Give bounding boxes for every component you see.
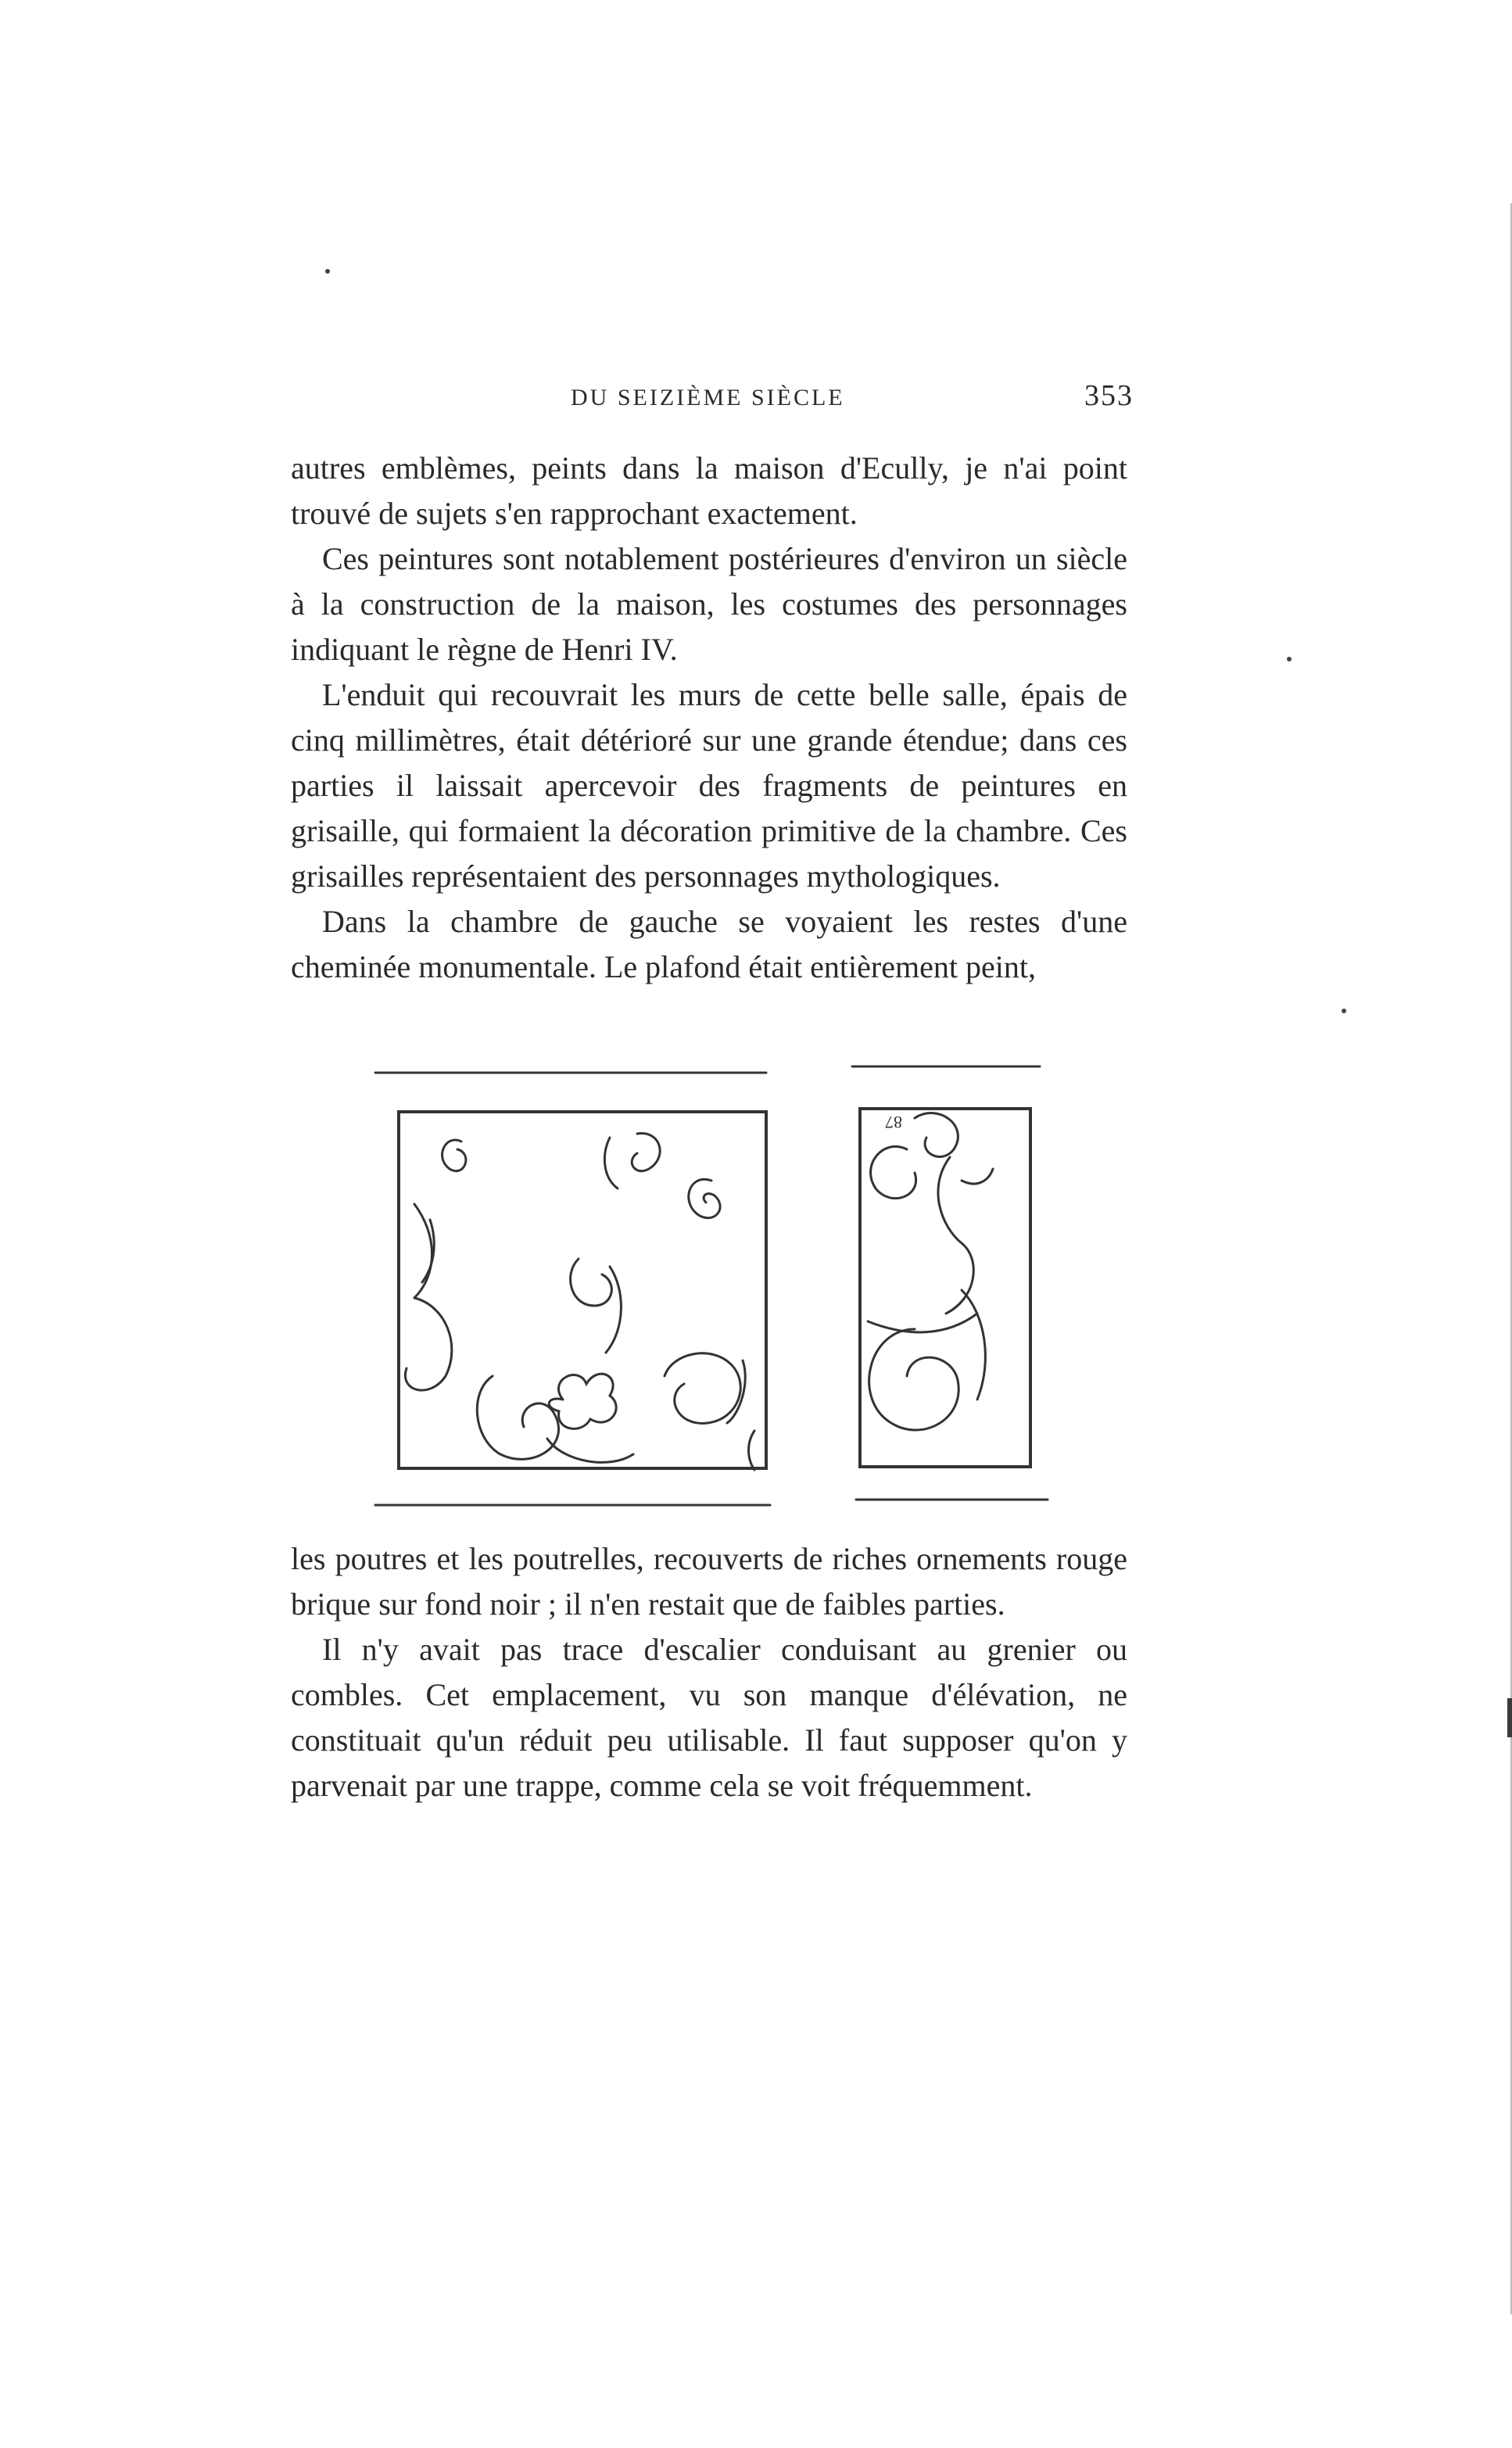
text-block-top xyxy=(291,446,1127,990)
paragraph: Ces peintures sont notablement postérieures d'environ un siècle à la construction de la maison, les costumes des personnages indiquant le règne de Henri IV. xyxy=(291,541,1127,667)
plate-mark: 87 xyxy=(885,1113,902,1132)
running-head xyxy=(289,377,1134,416)
paragraph: autres emblèmes, peints dans la maison d'Ecully, je n'ai point trouvé de sujets s'en rapprochant exactement. xyxy=(291,450,1127,531)
paragraph: Dans la chambre de gauche se voyaient les restes d'une cheminée monumentale. Le plafond était entièrement peint, xyxy=(291,904,1127,984)
paragraph: les poutres et les poutrelles, recouverts de riches ornements rouge brique sur fond noir ; il n'en restait que de faibles parties. xyxy=(291,1541,1127,1622)
ornament-figure xyxy=(367,1063,1055,1517)
text-block-bottom xyxy=(291,1536,1127,1808)
right-panel-ornament xyxy=(868,1113,993,1430)
ink-speck xyxy=(1342,1009,1346,1013)
ink-speck xyxy=(1287,657,1292,661)
ornament-drawing xyxy=(367,1063,1055,1517)
page-edge-mark xyxy=(1507,1698,1512,1737)
ink-speck xyxy=(325,269,330,274)
page-number: 353 xyxy=(1084,379,1134,412)
left-panel-frame xyxy=(399,1112,766,1468)
paragraph: Il n'y avait pas trace d'escalier conduisant au grenier ou combles. Cet emplacement, vu son manque d'élévation, ne constituait qu'un réduit peu utilisable. Il faut supposer qu'on y parvenait par une trappe, comme cela se voit fréquemment. xyxy=(291,1632,1127,1803)
paragraph: L'enduit qui recouvrait les murs de cette belle salle, épais de cinq millimètres, était détérioré sur une grande étendue; dans ces parties il laissait apercevoir des fragments de peintures en grisaille, qui formaient la décoration primitive de la chambre. Ces grisailles représentaient des personnages mythologiques. xyxy=(291,677,1127,894)
running-title: DU SEIZIÈME SIÈCLE xyxy=(571,385,845,410)
left-panel-scrolls xyxy=(405,1134,754,1470)
